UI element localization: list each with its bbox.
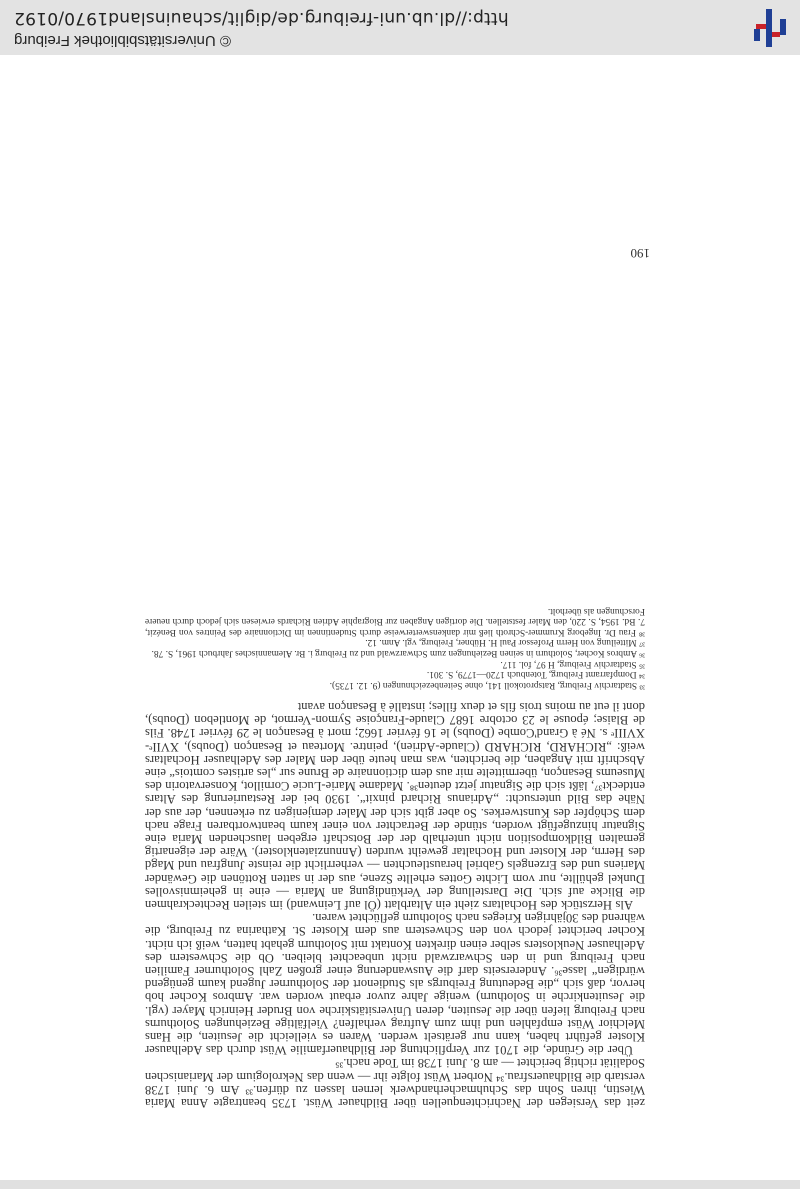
- footnote: ³³ Stadtarchiv Freiburg, Ratsprotokoll 141, ohne Seitenbezeichnungen (9. 12. 1735).: [329, 679, 645, 690]
- footnotes: [145, 605, 645, 690]
- footnote: ³⁷ Mitteilung von Herrn Professor Paul H. Hübner, Freiburg, vgl. Anm. 12.: [365, 637, 645, 648]
- page-url-link[interactable]: http://dl.ub.uni-freiburg.de/diglit/schauinsland1970/0192: [14, 8, 509, 28]
- footnote: ³⁸ Frau Dr. Ingeborg Krummer-Schroth ließ mir dankenswerterweise durch Studentinnen im Dictionnaire des Peintres von Benézit, 7. Bd. 1954, S. 220, den Maler feststellen. Die dortigen Angaben zur Biographie Adrien Richards erwiesen sich jedoch durch neuere Forschungen als überholt.: [145, 605, 645, 637]
- footnote: ³⁴ Dompfarramt Freiburg, Totenbuch 1720—1779, S. 301.: [426, 669, 645, 680]
- page-body: [145, 605, 645, 1109]
- paragraph: zeit das Versiegen der Nachrichtenquellen über Bildhauer Wüst. 1735 beantragte Anna Maria Wiestin, ihren Sohn das Schuhmacherhandwerk lernen lassen zu dürfen.³³ Am 6. Juni 1738 verstarb die Bildhauersfrau.³⁴ Norbert Wüst folgte ihr — wenn das Nekrologium der Marianischen Sodalität richtig berichtet — am 8. Juni 1738 im Tode nach.³⁵: [145, 1056, 645, 1110]
- page-number: 190: [630, 246, 650, 261]
- footnote: ³⁵ Stadtarchiv Freiburg, H 97, fol. 117.: [500, 658, 645, 669]
- paragraph: Über die Gründe, die 1701 zur Verpflichtung der Bildhauerfamilie Wüst durch das Adelhauser Kloster geführt haben, kann nur gerätselt werden. Waren es vielleicht die Jesuiten, die Hans Melchior Wüst empfahlen und ihm zum Auftrag verhalfen? Vielfältige Beziehungen Solothurns nach Freiburg liefen über die Jesuiten, deren Universitätskirche von Bruder Heinrich Mayer (vgl. die Jesuitenkirche in Solothurn) wenige Jahre zuvor erbaut worden war. Ambros Kocher hob hervor, daß sich „die Bedeutung Freiburgs als Studienort der Solothurner Jugend kaum genügend würdigen“ lasse³⁶. Andererseits darf die Auswanderung einer großen Zahl Solothurner Familien nach Freiburg und in den Schwarzwald nicht unbeachtet bleiben. Ob die Schwestern des Adelhauser Neuklosters selber einen direkten Kontakt mit Solothurn gehabt hatten, weiß ich nicht. Kocher berichtet jedoch von den Schwestern aus dem Kloster St. Katharina zu Freiburg, die während des 30jährigen Krieges nach Solothurn geflüchtet waren.: [145, 911, 645, 1058]
- copyright-notice: © Universitätsbibliothek Freiburg: [14, 32, 231, 49]
- library-header: [0, 0, 800, 55]
- university-library-logo: [748, 7, 792, 49]
- paragraph: Als Herzstück des Hochaltars zieht ein Altarblatt (Öl auf Leinwand) im steilen Rechteckrahmen die Blicke auf sich. Die Darstellung der Verkündigung an Maria — eine in geheimnisvolles Dunkel gehüllte, nur vom Lichte Gottes erhellte Szene, aus der in satten Rottönen die Gewänder Mariens und des Erzengels Gabriel heraustleuchten — verherrlicht die reinste Jungfrau und Magd des Herrn, der Kloster und Hochaltar geweiht wurden (Annunziatenkloster). Wäre der eigenartig gemalten Bildkomposition nicht unterhalb der der Botschaft ergeben lauschenden Maria eine Signatur hinzugefügt worden, stünde der Betrachter von einer kaum beantwortbaren Frage nach dem Schöpfer des Kunstwerkes. So aber gibt sich der Maler demjenigen zu erkennen, der aus der Nähe das Bild untersucht: „Adrianus Richard pinxit“. 1930 bei der Restaurierung des Altars entdeckt³⁷, läßt sich die Signatur jetzt deuten³⁸. Madame Marie-Lucie Cornillot, Konservatorin des Museums Besançon, übermittelte mir aus dem dictionnaire de Brune sur „les artistes comtois“ eine Abschrift mit Angaben, die berichten, was man heute über den Maler des Adelhauser Hochaltars weiß: „RICHARD, RICHARD (Claude-Adrien), peintre. Morteau et Besançon (Doubs), XVIIᵉ-XVIIIᵉ s. Né à Grand'Combe (Doubs) le 16 février 1662; mort à Besançon le 29 février 1748. Fils de Blaise; épouse le 23 octobre 1687 Claude-Françoise Symon-Vermot, de Montlebon (Doubs), dont il eut au moins trois fils et deux filles; installé à Besançon avant: [145, 699, 645, 912]
- viewer-bottom-bar: [0, 1180, 800, 1189]
- footnote: ³⁶ Ambros Kocher, Solothurn in seinen Beziehungen zum Schwarzwald und zu Freiburg i. Br. Alemannisches Jahrbuch 1961, S. 78.: [151, 647, 645, 658]
